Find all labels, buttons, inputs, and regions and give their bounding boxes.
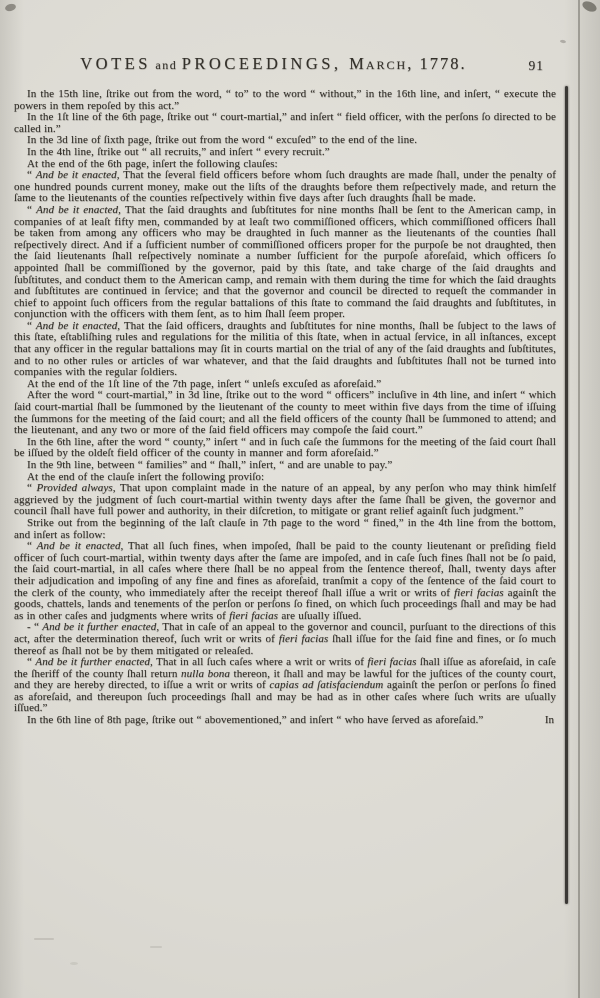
italic-text: fieri facias bbox=[229, 609, 279, 622]
body-text: In the 1ſt line of the 6th page, ſtrike out “ court-martial,” and inſert “ field officer, with the perſons ſo directed to be called in.” bbox=[14, 111, 556, 135]
title-part: PROCEEDINGS, bbox=[181, 54, 350, 73]
body-text: “ bbox=[27, 540, 37, 553]
body-text: At the end of the 1ſt line of the 7th page, inſert “ unleſs excuſed as aforeſaid.” bbox=[27, 377, 382, 390]
italic-text: And be it further enacted, bbox=[35, 656, 153, 669]
scan-speck bbox=[150, 946, 162, 948]
body-text: againſt the goods, chattels, lands and tenements of the perſon or perſons ſo fined, on which ſuch proceedings ſhall and may be had as in other caſes and judgments where writs of bbox=[14, 586, 557, 622]
body-text: In the 6th line of 8th page, ſtrike out “ abovementioned,” and inſert “ who have ſerved as aforeſaid.” bbox=[27, 714, 484, 727]
body-text: In the 15th line, ſtrike out from the word, “ to” to the word “ without,” in the 16th line, and inſert, “ execute the powers in them repoſed by this act.” bbox=[14, 88, 556, 112]
body-text: That the ſaid officers, draughts and ſubſtitutes for nine months, ſhall be ſubject to the laws of this ſtate, eſtabliſhing rules and regulations for the militia of this ſtate, when in actual ſervice, in all inſtances, except that any officer in the regular battalions may ſit in courts martial on the trial of any of the ſaid draughts and ſubſtitutes, and to no other rules or articles of war whatever, and that the ſaid draughts and ſubſtitutes ſhall not be turned into companies with the regular ſoldiers. bbox=[14, 319, 556, 379]
body-text: are uſually iſſued. bbox=[278, 609, 362, 622]
body-text: At the end of the clauſe inſert the following proviſo: bbox=[27, 470, 265, 483]
body-text: That upon complaint made in the nature of an appeal, by any perſon who may think himſelf aggrieved by the judgment of ſuch court-martial within twenty days after the ſame ſhall be given, the governor and council ſhall have full power and authority, in their diſcretion, to mitigate or grant relief againſt ſuch judgment.” bbox=[14, 482, 556, 518]
body-text: “ bbox=[27, 169, 36, 182]
italic-text: fieri facias bbox=[367, 656, 417, 669]
title-part: March, 1778. bbox=[349, 54, 467, 73]
body-text: That in caſe of an appeal to the governor and council, purſuant to the directions of this act, after the determination thereof, ſuch writ or writs of bbox=[14, 621, 557, 645]
scan-speck bbox=[34, 938, 54, 940]
italic-text: fieri facias bbox=[454, 586, 504, 599]
body-text: That in all ſuch caſes where a writ or writs of bbox=[152, 656, 368, 669]
paragraph bbox=[14, 437, 556, 460]
paragraph bbox=[14, 715, 556, 727]
title-part: and bbox=[150, 58, 182, 72]
italic-text: And be it further enacted, bbox=[42, 621, 160, 634]
italic-text: nulla bona bbox=[180, 667, 231, 680]
italic-text: capias ad ſatisfaciendum bbox=[269, 679, 384, 692]
body-text: “ bbox=[27, 656, 36, 669]
italic-text: And be it enacted, bbox=[36, 540, 124, 553]
italic-text: And be it enacted, bbox=[36, 203, 121, 216]
body-text: That the ſeveral field officers before whom ſuch draughts are made ſhall, under the penalty of one hundred pounds current money, make out the liſts of the draughts before them reſpectively made, and return the ſame to the lieutenants of the counties reſpectively within five days after ſuch draughts ſhall be made. bbox=[14, 169, 556, 205]
scan-smudge bbox=[581, 0, 598, 14]
body-text: ſhall iſſue as aforeſaid, in caſe the ſheriff of the county ſhall return bbox=[14, 656, 556, 680]
body-text: - “ bbox=[27, 621, 43, 634]
paragraph bbox=[14, 321, 556, 379]
body-text: Strike out from the beginning of the laſt clauſe in 7th page to the word “ fined,” in the 4th line from the bottom, and inſert as follow: bbox=[14, 516, 556, 541]
body-text: After the word “ court-martial,” in 3d line, ſtrike out to the word “ officers” incluſive in 4th line, and inſert “ which ſaid court-martial ſhall be ſummoned by the lieutenant of the county to meet within five days from the time of iſſuing the ſummons for the meeting of the ſaid court; and all the field officers of the county ſhall be ſummoned to attend; and the lieutenant, and any two or more of the ſaid field officers may compoſe the ſaid court.” bbox=[14, 389, 556, 437]
body-text: In the 4th line, ſtrike out “ all recruits,” and inſert “ every recruit.” bbox=[27, 145, 330, 158]
paragraph bbox=[14, 170, 556, 205]
scan-smudge bbox=[4, 3, 16, 13]
paragraph bbox=[14, 390, 556, 436]
body-text: At the end of the 6th page, inſert the following clauſes: bbox=[27, 157, 278, 170]
body-text: againſt the perſon or perſons ſo fined as aforeſaid, and thereupon ſuch proceedings ſhall and may be had as in other caſes where ſuch writs are uſually iſſued.” bbox=[14, 679, 556, 715]
body-text: In the 3d line of ſixth page, ſtrike out from the word “ excuſed” to the end of the line. bbox=[27, 134, 418, 147]
italic-text: And be it enacted, bbox=[35, 319, 121, 332]
body-text: “ bbox=[27, 319, 36, 332]
paragraph bbox=[14, 622, 556, 657]
italic-text: fieri facias bbox=[278, 632, 329, 645]
text-block bbox=[14, 54, 556, 727]
italic-text: Provided always, bbox=[36, 482, 116, 495]
paragraph bbox=[14, 541, 556, 622]
body-text: thereon, it ſhall and may be lawful for the juſtices of the county court, and they are hereby directed, to iſſue a writ or writs of bbox=[14, 667, 557, 692]
paragraph bbox=[14, 483, 556, 518]
page-edge-line bbox=[578, 0, 580, 998]
paragraph bbox=[14, 205, 556, 321]
paragraph bbox=[14, 518, 556, 541]
page-title bbox=[80, 54, 466, 74]
body-text: “ bbox=[27, 203, 37, 216]
document-body bbox=[14, 89, 556, 727]
body-text: That all ſuch fines, when impoſed, ſhall be paid to the county lieutenant or preſiding field officer of ſuch court-martial, within twenty days after the ſame are impoſed, and in caſe ſuch fines ſhall not be ſo paid, the ſaid court-martial, in all caſes where there ſhall be no appeal from the ſentence thereof, ſhall, twenty days after their adjudication and impoſing of any fine and fines as aforeſaid, tranſmit a copy of the ſentence of the ſaid court to the clerk of the county, who immediately after the receipt thereof ſhall iſſue a writ or writs of bbox=[14, 540, 556, 599]
paragraph bbox=[14, 112, 556, 135]
body-text: In the 9th line, between “ families” and “ ſhall,” inſert, “ and are unable to pay.” bbox=[27, 459, 393, 471]
title-part: VOTES bbox=[80, 54, 151, 73]
catchword: In bbox=[544, 714, 554, 727]
page-header bbox=[14, 54, 556, 80]
scan-smudge bbox=[560, 40, 566, 44]
paragraph bbox=[14, 657, 556, 715]
body-text: “ bbox=[27, 482, 37, 495]
scan-speck bbox=[70, 962, 78, 965]
page-number: 91 bbox=[528, 58, 544, 73]
paragraph bbox=[14, 89, 556, 112]
binding-line bbox=[565, 86, 568, 904]
body-text: In the 6th line, after the word “ county,” inſert “ and in ſuch caſe the ſummons for the meeting of the ſaid court ſhall be iſſued by the oldeſt field officer of the county in manner and form aforeſaid.” bbox=[14, 435, 556, 460]
body-text: ſhall iſſue for the ſaid fine and fines, or ſo much thereof as ſhall not be by them mitigated or releaſed. bbox=[14, 632, 556, 657]
body-text: That the ſaid draughts and ſubſtitutes for nine months ſhall be ſent to the American camp, in companies of at leaſt fifty men, commanded by at leaſt two commiſſioned officers, which commiſſioned officers ſhall be taken from among any officers who may be draughted in ſuch manner as the lieutenants of the counties ſhall reſpectively direct. And if a ſufficient number of commiſſioned officers proper for the purpoſe be not draughted, then the ſaid lieutenants ſhall reſpectively nominate a number ſufficient for the purpoſe aforeſaid, which officers ſo appointed ſhall be commiſſioned by the governor, paid by this ſtate, and take charge of the ſaid draughts and ſubſtitutes, and conduct them to the American camp, and remain with them during the time for which the ſaid draughts and ſubſtitutes are continued in ſervice; and that the governor and council be directed to requeſt the commander in chief to appoint ſuch officers from the regular battalions of this ſtate to command the ſaid draughts and ſubſtitutes, in conjunction with the officers with them ſent, as to him ſhall ſeem proper. bbox=[14, 203, 557, 321]
italic-text: And be it enacted, bbox=[35, 169, 120, 182]
